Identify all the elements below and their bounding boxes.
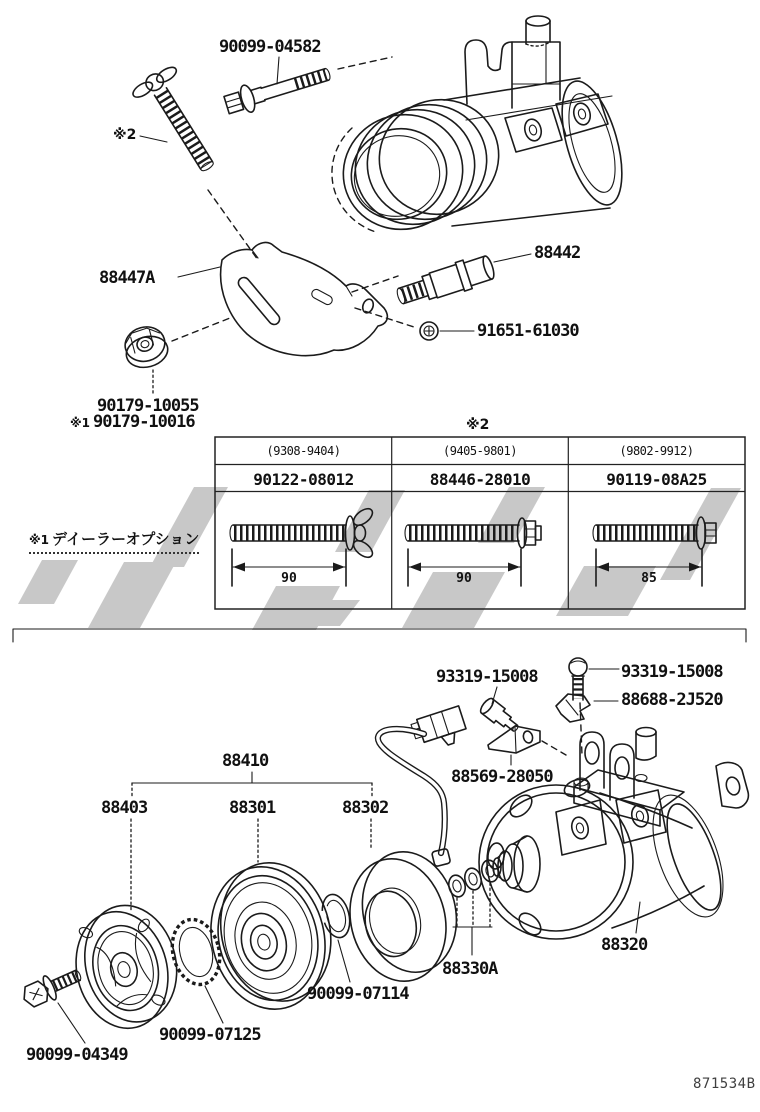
table-part-1: 90122-08012 (253, 470, 354, 489)
table-period-3: (9802-9912) (619, 444, 694, 458)
label-hub: 88403 (101, 798, 148, 818)
leader-ref2 (140, 136, 167, 142)
label-clutch-bolt: 90099-04349 (26, 1045, 128, 1065)
label-snap-ring-rear: 90099-07114 (307, 984, 409, 1004)
leader-bracket (178, 267, 220, 277)
label-footnote-ref: ※1 (29, 533, 50, 547)
compressor-upper-drawing (327, 16, 634, 246)
label-o-ring-set: 88330A (442, 959, 498, 979)
table-part-2: 88446-28010 (429, 470, 531, 489)
label-lock-sensor: 88442 (534, 243, 581, 263)
screw-head-icon (420, 322, 438, 340)
label-bracket: 88447A (99, 268, 155, 288)
leader-toothed-washer (205, 986, 223, 1023)
section-divider (13, 629, 746, 642)
bracket-drawing (221, 243, 388, 356)
leader-clutch-bolt (58, 1003, 85, 1043)
label-thermistor-a: 93319-15008 (436, 667, 538, 687)
label-ref2-upper: ※2 (113, 127, 137, 143)
label-clamp: 88688-2J520 (621, 690, 723, 710)
clutch-bolt-drawing (19, 963, 85, 1012)
label-sensor-bracket: 88569-28050 (451, 767, 553, 787)
table-period-2: (9405-9801) (443, 444, 517, 458)
leader-lock-sensor (494, 254, 531, 262)
assembly-bracket-lines (131, 772, 372, 911)
flange-nut-drawing (120, 322, 171, 372)
clutch-hub-drawing (63, 896, 190, 1039)
leader-dashed-bracket-sensor (352, 276, 398, 292)
label-nut-option (70, 412, 195, 432)
label-stator: 88302 (342, 798, 389, 818)
table-part-3: 90119-08A25 (606, 470, 707, 489)
doc-number: 871534B (693, 1076, 756, 1092)
table-length-3: 85 (641, 571, 657, 586)
label-table-ref2: ※2 (466, 417, 490, 433)
table-period-1: (9308-9404) (266, 444, 341, 458)
label-screw: 91651-61030 (477, 321, 579, 341)
label-footnote (29, 528, 199, 554)
label-compressor: 88320 (601, 935, 648, 955)
label-nut-option-number: 90179-10016 (93, 412, 195, 432)
label-thermistor-b: 93319-15008 (621, 662, 723, 682)
leader-mount-bolt (277, 57, 279, 84)
label-footnote-text: デイーラーオプション (52, 530, 200, 548)
label-mount-bolt: 90099-04582 (219, 37, 321, 57)
table-length-2: 90 (456, 571, 472, 586)
thermistor-drawing (478, 696, 522, 736)
label-clutch-assembly: 88410 (222, 751, 269, 771)
leader-snap-ring (338, 940, 350, 982)
lock-sensor-drawing (394, 252, 497, 311)
table-length-1: 90 (281, 571, 297, 586)
label-nut: 90179-10055 (97, 396, 199, 416)
leader-dashed-nut (172, 318, 230, 341)
leader-dashed-mount-bolt (338, 57, 392, 69)
label-snap-ring-front: 90099-07125 (159, 1025, 261, 1045)
label-nut-option-ref: ※1 (70, 416, 91, 430)
leader-dashed-sensor-bracket (542, 741, 566, 755)
label-rotor: 88301 (229, 798, 276, 818)
wing-bolt-drawing (129, 62, 230, 182)
compressor-lower-drawing (479, 728, 748, 940)
sensor-bracket-drawing (488, 726, 540, 753)
